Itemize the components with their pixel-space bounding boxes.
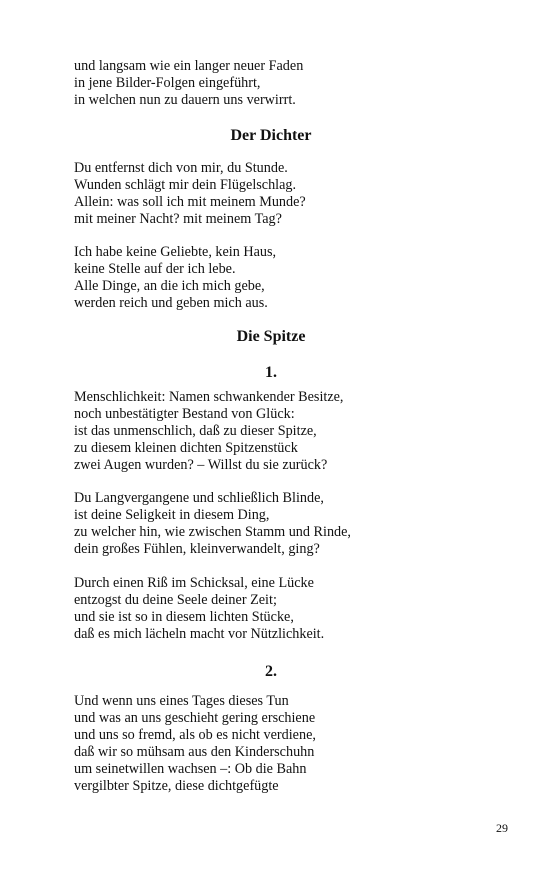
verse-line: Allein: was soll ich mit meinem Munde? bbox=[74, 194, 306, 210]
verse-line: Du entfernst dich von mir, du Stunde. bbox=[74, 160, 288, 176]
verse-line: ist das unmenschlich, daß zu dieser Spitze, bbox=[74, 423, 317, 439]
verse-line: daß es mich lächeln macht vor Nützlichkeit. bbox=[74, 626, 325, 642]
verse-line: Durch einen Riß im Schicksal, eine Lücke bbox=[74, 575, 314, 591]
verse-line: mit meiner Nacht? mit meinem Tag? bbox=[74, 211, 282, 227]
verse-line: und was an uns geschieht gering erschiene bbox=[74, 710, 316, 726]
verse-line: keine Stelle auf der ich lebe. bbox=[74, 261, 236, 277]
verse-line: noch unbestätigter Bestand von Glück: bbox=[74, 406, 295, 422]
verse-line: werden reich und geben mich aus. bbox=[74, 295, 268, 311]
verse-line: zu welcher hin, wie zwischen Stamm und Rinde, bbox=[74, 524, 351, 540]
verse-line: ist deine Seligkeit in diesem Ding, bbox=[74, 507, 270, 523]
verse-line: Wunden schlägt mir dein Flügelschlag. bbox=[74, 177, 297, 193]
section-heading: Der Dichter bbox=[230, 127, 312, 144]
verse-line: in jene Bilder-Folgen eingeführt, bbox=[74, 75, 261, 91]
verse-line: dein großes Fühlen, kleinverwandelt, ging? bbox=[74, 541, 320, 557]
verse-line: und uns so fremd, als ob es nicht verdiene, bbox=[74, 727, 316, 743]
verse-line: Und wenn uns eines Tages dieses Tun bbox=[74, 693, 289, 709]
verse-line: entzogst du deine Seele deiner Zeit; bbox=[74, 592, 277, 608]
verse-line: zu diesem kleinen dichten Spitzenstück bbox=[74, 440, 298, 456]
verse-line: Alle Dinge, an die ich mich gebe, bbox=[74, 278, 265, 294]
verse-line: Menschlichkeit: Namen schwankender Besitze, bbox=[74, 389, 344, 405]
section-heading: Die Spitze bbox=[236, 328, 306, 345]
verse-line: zwei Augen wurden? – Willst du sie zurück? bbox=[74, 457, 328, 473]
verse-line: um seinetwillen wachsen –: Ob die Bahn bbox=[74, 761, 307, 777]
page-number: 29 bbox=[496, 821, 508, 835]
section-heading: 2. bbox=[265, 663, 277, 680]
verse-line: Ich habe keine Geliebte, kein Haus, bbox=[74, 244, 277, 260]
verse-line: und langsam wie ein langer neuer Faden bbox=[74, 58, 304, 74]
verse-line: und sie ist so in diesem lichten Stücke, bbox=[74, 609, 294, 625]
verse-line: vergilbter Spitze, diese dichtgefügte bbox=[74, 778, 279, 794]
verse-line: in welchen nun zu dauern uns verwirrt. bbox=[74, 92, 296, 108]
verse-line: Du Langvergangene und schließlich Blinde, bbox=[74, 490, 324, 506]
verse-line: daß wir so mühsam aus den Kinderschuhn bbox=[74, 744, 315, 760]
section-heading: 1. bbox=[265, 364, 277, 381]
